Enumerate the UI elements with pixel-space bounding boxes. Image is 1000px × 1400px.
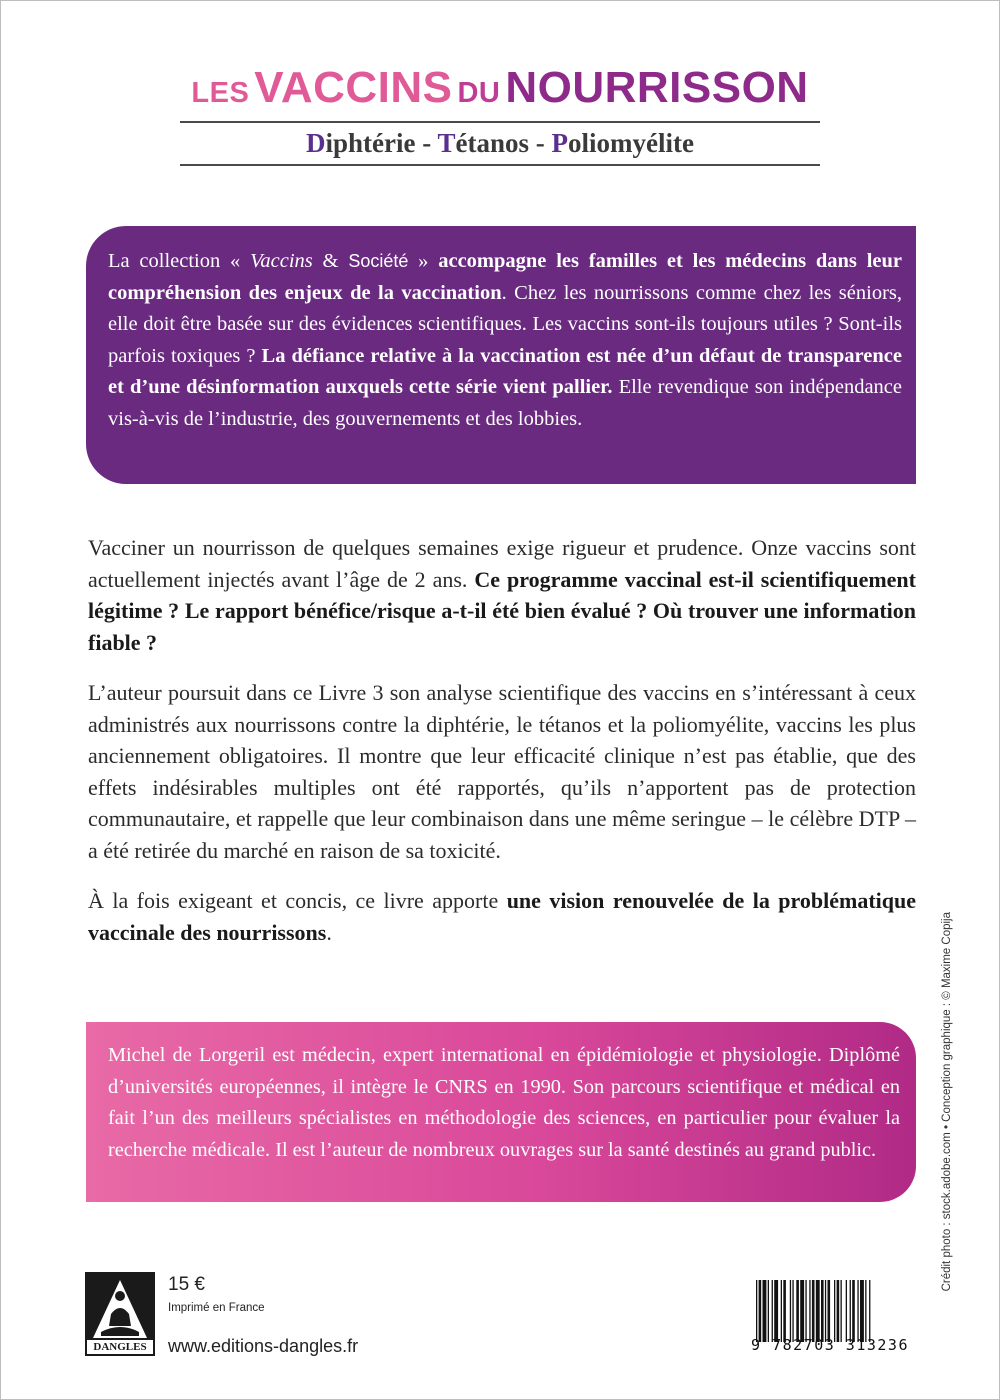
barcode-bar bbox=[796, 1280, 799, 1342]
subtitle-poliomyelite: oliomyélite bbox=[568, 128, 694, 158]
subtitle-separator: - bbox=[529, 128, 552, 158]
main-description bbox=[88, 532, 916, 967]
barcode-bar bbox=[852, 1280, 855, 1342]
barcode-bar bbox=[828, 1280, 831, 1342]
barcode-bar bbox=[783, 1280, 786, 1342]
barcode-bar bbox=[772, 1280, 773, 1342]
publisher-logo bbox=[85, 1272, 155, 1356]
publisher-name: DANGLES bbox=[87, 1340, 153, 1354]
meditating-figure-icon bbox=[87, 1274, 153, 1340]
price: 15 € bbox=[168, 1274, 205, 1295]
barcode-bar bbox=[825, 1280, 826, 1342]
barcode-bar bbox=[850, 1280, 851, 1342]
paragraph-analysis: L’auteur poursuit dans ce Livre 3 son analyse scientifique des vaccins en s’intéressant à ceux administrés aux nourrissons contre la diphtérie, le tétanos et la poliomyélite, vaccins les plus anciennement obligatoires. Il montre que leur efficacité clinique n’est pas établie, que des effets indésirables multiples ont été rapportés, qu’ils n’apportent pas de protection communautaire, et rappelle que leur combinaison dans une même seringue – le célèbre DTP – a été retirée du marché en raison de sa toxicité. bbox=[88, 680, 916, 863]
barcode-bar bbox=[756, 1280, 757, 1342]
barcode-bar bbox=[857, 1280, 858, 1342]
barcode-bar bbox=[781, 1280, 782, 1342]
barcode-bar bbox=[846, 1280, 847, 1342]
barcode-bar bbox=[837, 1280, 840, 1342]
barcode-bar bbox=[812, 1280, 815, 1342]
subtitle-d-initial: D bbox=[306, 128, 326, 158]
title-rule-top bbox=[180, 121, 820, 123]
barcode-bar bbox=[816, 1280, 820, 1342]
subtitle-t-initial: T bbox=[437, 128, 456, 158]
author-bio-box bbox=[86, 1022, 916, 1202]
barcode-bar bbox=[865, 1280, 866, 1342]
paragraph-intro: Vacciner un nourrisson de quelques semaines exige rigueur et prudence. Onze vaccins sont actuellement injectés avant l’âge de 2 ans. Ce programme vaccinal est-il scientifiquement légitime ? Le rapport bénéfice/risque a-t-il été bien évalué ? Où trouver une information fiable ? bbox=[88, 535, 916, 655]
barcode-bar bbox=[869, 1280, 870, 1342]
author-bio: Michel de Lorgeril est médecin, expert international en épidémiologie et physiologie. Diplômé d’universités européennes, il intègre le CNRS en 1990. Son parcours scientifique et médical en fait l’un des meilleurs spécialistes en méthodologie des sciences, en particulier pour évaluer la recherche médicale. Il est l’auteur de nombreux ouvrages sur la santé destinés au grand public. bbox=[108, 1044, 900, 1161]
paragraph-conclusion: À la fois exigeant et concis, ce livre apporte une vision renouvelée de la problématique vaccinale des nourrissons. bbox=[88, 888, 917, 945]
barcode-bar bbox=[860, 1280, 864, 1342]
subtitle-separator: - bbox=[415, 128, 438, 158]
barcode-bar bbox=[790, 1280, 791, 1342]
printed-in: Imprimé en France bbox=[168, 1302, 265, 1314]
collection-description: La collection « Vaccins & Société » accompagne les familles et les médecins dans leur compréhension des enjeux de la vaccination. Chez les nourrissons comme chez les séniors, elle doit être basée sur des évidences scientifiques. Les vaccins sont-ils toujours utiles ? Sont-ils parfois toxiques ? La défiance relative à la vaccination est née d’un défaut de transparence et d’une désinformation auxquels cette série vient pallier. Elle revendique son indépendance vis-à-vis de l’industrie, des gouvernements et des lobbies. bbox=[108, 250, 903, 430]
barcode-bar bbox=[792, 1280, 793, 1342]
subtitle-tetanos: étanos bbox=[455, 128, 530, 158]
isbn-number: 9 782703 313236 bbox=[751, 1336, 909, 1354]
barcode-bar bbox=[805, 1280, 806, 1342]
barcode-bar bbox=[768, 1280, 769, 1342]
barcode-bar bbox=[834, 1280, 835, 1342]
photo-credit: Crédit photo : stock.adobe.com • Conception graphique : © Maxime Copija bbox=[941, 912, 953, 1292]
title-vaccins: VACCINS bbox=[254, 63, 453, 112]
title-nourrisson: NOURRISSON bbox=[505, 63, 809, 112]
barcode-bar bbox=[821, 1280, 824, 1342]
collection-description-box bbox=[86, 226, 916, 484]
barcode-bar bbox=[763, 1280, 767, 1342]
subtitle-p-initial: P bbox=[551, 128, 569, 158]
barcode-bar bbox=[759, 1280, 762, 1342]
book-subtitle bbox=[0, 125, 1000, 161]
subtitle-diphterie: iphtérie bbox=[325, 128, 416, 158]
barcode-bar bbox=[841, 1280, 842, 1342]
barcode-bar bbox=[800, 1280, 804, 1342]
barcode-bar bbox=[774, 1280, 778, 1342]
book-title bbox=[0, 62, 1000, 124]
title-du: DU bbox=[457, 77, 501, 109]
barcode-bar bbox=[809, 1280, 810, 1342]
publisher-website[interactable]: www.editions-dangles.fr bbox=[168, 1336, 359, 1356]
title-les: LES bbox=[191, 77, 250, 109]
title-rule-bottom bbox=[180, 164, 820, 166]
